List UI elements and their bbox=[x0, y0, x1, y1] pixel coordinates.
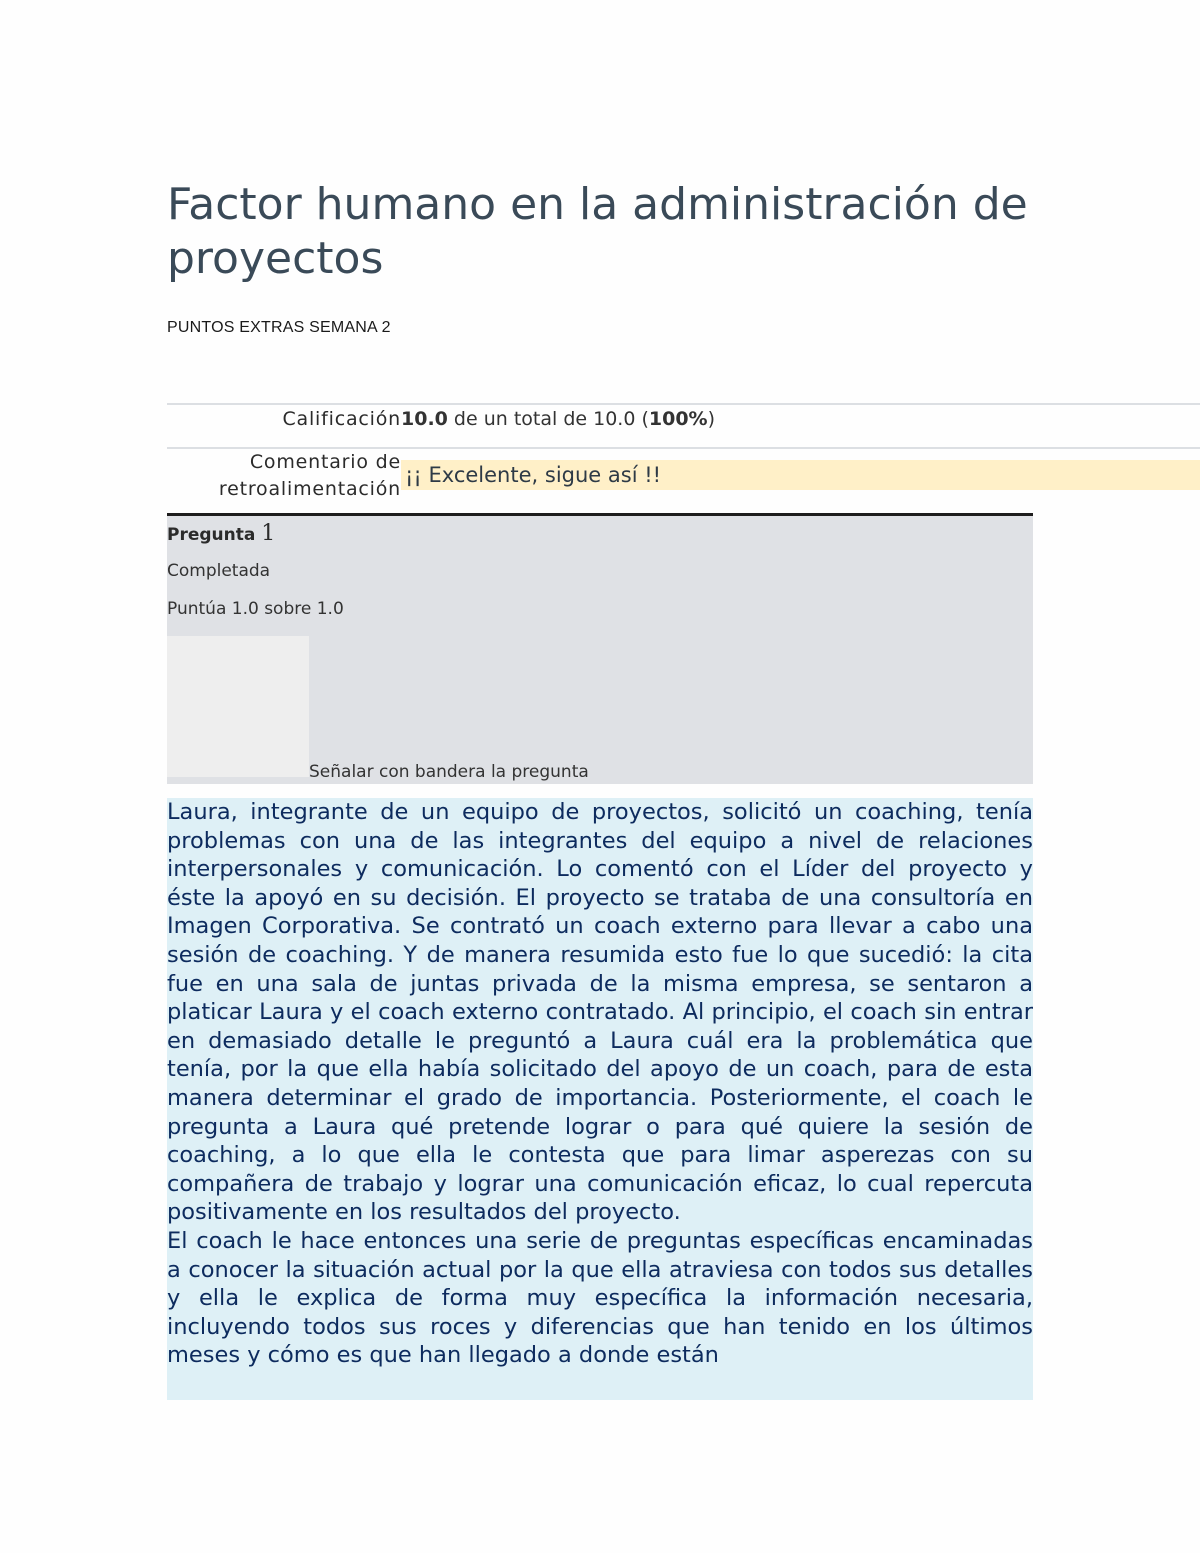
document-subtitle: PUNTOS EXTRAS SEMANA 2 bbox=[167, 319, 391, 336]
feedback-value: ¡¡ Excelente, sigue así !! bbox=[401, 460, 1200, 490]
grade-label: Calificación bbox=[282, 408, 401, 430]
feedback-label: Comentario de retroalimentación bbox=[218, 451, 401, 500]
question-grade: Puntúa 1.0 sobre 1.0 bbox=[167, 599, 344, 619]
grade-percent: 100% bbox=[648, 408, 708, 430]
feedback-row bbox=[167, 447, 1200, 513]
question-number: 1 bbox=[261, 521, 276, 546]
question-info-panel bbox=[167, 513, 1033, 784]
question-text: Laura, integrante de un equipo de proyectos, solicitó un coaching, tenía problemas con una de las integrantes del equipo a nivel de relaciones interpersonales y comunicación. Lo comentó con el Líder del proyecto y éste la apoyó en su decisión. El proyecto se trataba de una consultoría en Imagen Corporativa. Se contrató un coach externo para llevar a cabo una sesión de coaching. Y de manera resumida esto fue lo que sucedió: la cita fue en una sala de juntas privada de la misma empresa, se sentaron a platicar Laura y el coach externo contratado. Al principio, el coach sin entrar en demasiado detalle le preguntó a Laura cuál era la problemática que tenía, por la que ella había solicitado del apoyo de un coach, para de esta manera determinar el grado de importancia. Posteriormente, el coach le pregunta a Laura qué pretende lograr o para qué quiere la sesión de coaching, a lo que ella le contesta que para limar asperezas con su compañera de trabajo y lograr una comunicación eficaz, lo cual repercuta positivamente en los resultados del proyecto. El coach le hace entonces una serie de preguntas específicas encaminadas a conocer la situación actual por la que ella atraviesa con todos sus detalles y ella le explica de forma muy específica la información necesaria, incluyendo todos sus roces y diferencias que han tenido en los últimos meses y cómo es que han llegado a donde están bbox=[167, 798, 1033, 1400]
question-title bbox=[167, 521, 275, 546]
question-state: Completada bbox=[167, 561, 271, 581]
grade-value bbox=[401, 408, 715, 430]
question-label: Pregunta bbox=[167, 525, 262, 545]
flag-question-link[interactable]: Señalar con bandera la pregunta bbox=[309, 762, 589, 782]
grade-total-text: de un total de 10.0 ( bbox=[447, 408, 649, 430]
grade-row bbox=[167, 403, 1200, 447]
document-title: Factor humano en la administración de proyectos bbox=[167, 179, 1028, 284]
grade-score: 10.0 bbox=[401, 408, 448, 430]
grade-close: ) bbox=[707, 408, 715, 430]
flag-image-placeholder[interactable] bbox=[167, 636, 309, 777]
quiz-summary-table bbox=[167, 403, 1200, 513]
